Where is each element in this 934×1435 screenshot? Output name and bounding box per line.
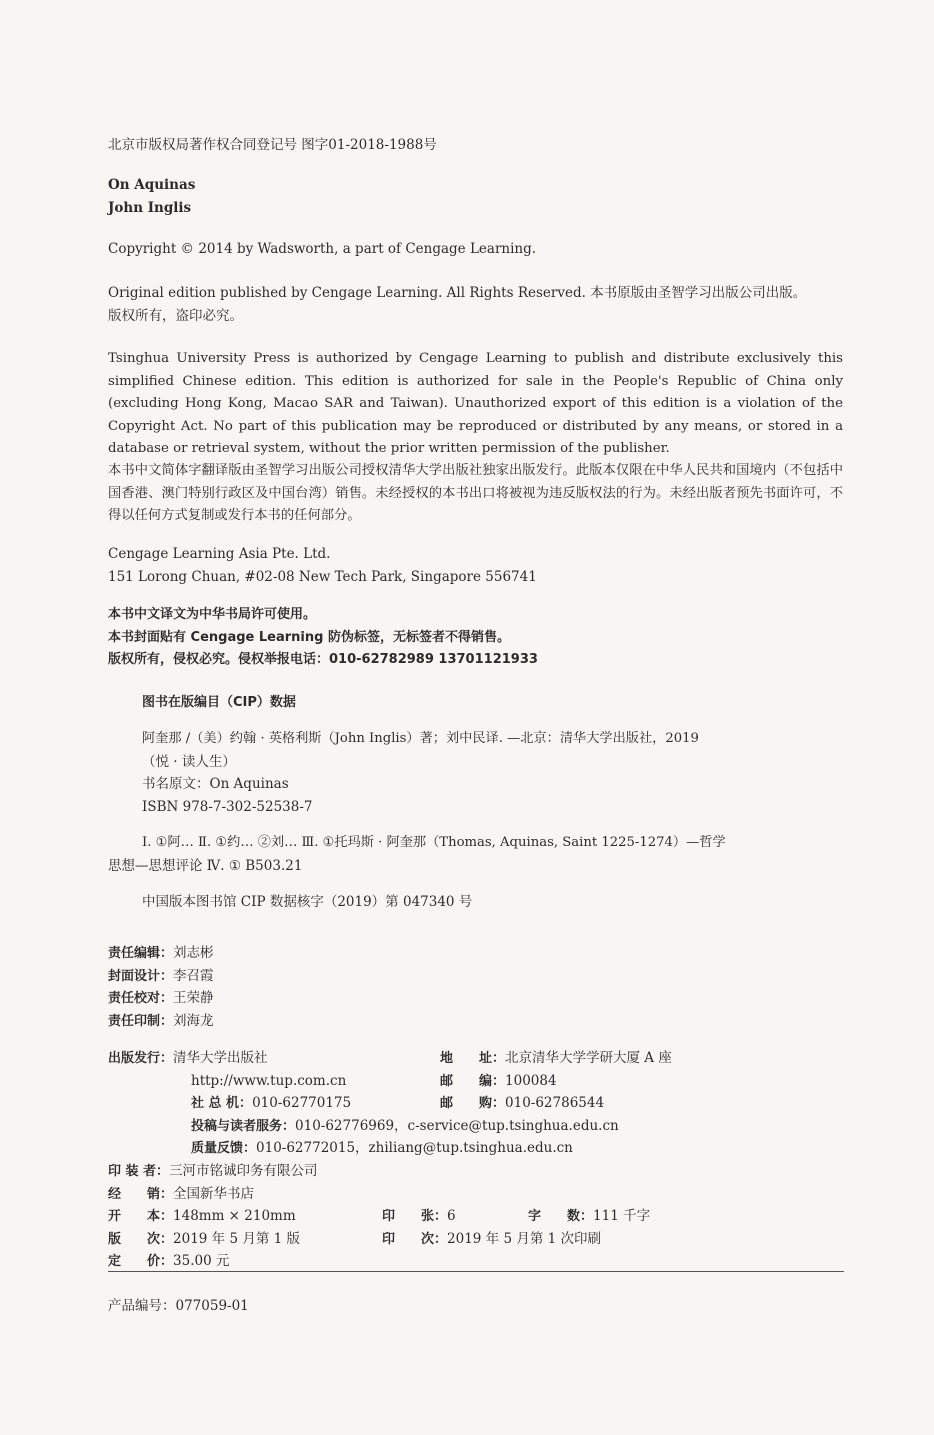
staff-cover-design xyxy=(108,965,214,989)
quality-feedback-label: 质量反馈： xyxy=(191,1141,257,1156)
publisher-label: 出版发行： xyxy=(108,1051,174,1066)
address-value: 北京清华大学学研大厦 A 座 xyxy=(505,1050,672,1066)
publisher-row xyxy=(108,1047,268,1071)
print-run-row xyxy=(382,1228,601,1252)
sheets-row xyxy=(382,1205,456,1229)
staff-value: 李召霞 xyxy=(173,968,214,984)
mail-order-label: 邮 购： xyxy=(440,1096,506,1111)
print-run-label: 印 次： xyxy=(382,1232,448,1247)
format-value: 148mm × 210mm xyxy=(173,1208,296,1224)
original-edition-line-1: Original edition published by Cengage Learning. All Rights Reserved. 本书原版由圣智学习出版公司出版。 xyxy=(108,285,807,301)
authorization-chinese: 本书中文简体字翻译版由圣智学习出版公司授权清华大学出版社独家出版发行。此版本仅限在中华人民共和国境内（不包括中国香港、澳门特别行政区及中国台湾）销售。未经授权的本书出口将被视为违反版权法的行为。未经出版者预先书面许可，不得以任何方式复制或发行本书的任何部分。 xyxy=(108,463,843,523)
cip-heading: 图书在版编目（CIP）数据 xyxy=(142,695,296,710)
notice-label: 本书封面贴有 Cengage Learning 防伪标签，无标签者不得销售。 xyxy=(108,630,510,645)
reader-service-label: 投稿与读者服务： xyxy=(191,1119,296,1134)
words-value: 111 千字 xyxy=(593,1208,651,1224)
distributor-row xyxy=(108,1183,254,1207)
postcode-label: 邮 编： xyxy=(440,1074,506,1089)
publisher-url: http://www.tup.com.cn xyxy=(191,1073,347,1089)
staff-label: 责任校对： xyxy=(108,991,174,1006)
book-author: John Inglis xyxy=(108,200,192,216)
printer-row xyxy=(108,1160,318,1184)
cip-line-2: （悦 · 读人生） xyxy=(142,754,236,770)
staff-label: 责任印制： xyxy=(108,1014,174,1029)
printer-value: 三河市铭诚印务有限公司 xyxy=(169,1163,318,1179)
original-edition-line-2: 版权所有，盗印必究。 xyxy=(108,308,243,324)
staff-label: 责任编辑： xyxy=(108,946,174,961)
staff-value: 刘志彬 xyxy=(173,945,214,961)
reader-service-value: 010-62776969，c-service@tup.tsinghua.edu.cn xyxy=(295,1118,619,1134)
cip-library-number: 中国版本图书馆 CIP 数据核字（2019）第 047340 号 xyxy=(142,894,473,910)
staff-editor xyxy=(108,942,214,966)
distributor-value: 全国新华书店 xyxy=(173,1186,255,1202)
cip-line-1: 阿奎那 /（美）约翰 · 英格利斯（John Inglis）著；刘中民译. —北京：清华大学出版社，2019 xyxy=(142,731,699,746)
authorization-english: Tsinghua University Press is authorized by Cengage Learning to publish and distribute exclusively this simplified Chinese edition. This edition is authorized for sale in the People's Republic of China only (excluding Hong Kong, Macao SAR and Taiwan). Unauthorized export of this edition is a violation of the Copyright Act. No part of this publication may be reproduced or distributed by any means, or stored in a database or retrieval system, without the prior written permission of the publisher. xyxy=(108,351,843,456)
print-run-value: 2019 年 5 月第 1 次印刷 xyxy=(447,1231,602,1247)
sheets-label: 印 张： xyxy=(382,1209,448,1224)
publisher-name: 清华大学出版社 xyxy=(173,1050,268,1066)
mail-order-value: 010-62786544 xyxy=(505,1095,605,1111)
notice-rights: 版权所有，侵权必究。侵权举报电话：010-62782989 13701121933 xyxy=(108,652,538,667)
quality-feedback-value: 010-62772015，zhiliang@tup.tsinghua.edu.cn xyxy=(256,1140,573,1156)
cip-class-line-2: 思想—思想评论 Ⅳ. ① B503.21 xyxy=(108,858,303,874)
staff-value: 刘海龙 xyxy=(173,1013,214,1029)
edition-value: 2019 年 5 月第 1 版 xyxy=(173,1231,301,1247)
notice-translation: 本书中文译文为中华书局许可使用。 xyxy=(108,607,317,622)
reader-service-row xyxy=(191,1115,619,1139)
staff-label: 封面设计： xyxy=(108,969,174,984)
address-label: 地 址： xyxy=(440,1051,506,1066)
postcode-row xyxy=(440,1070,557,1094)
words-label: 字 数： xyxy=(528,1209,594,1224)
price-row xyxy=(108,1250,229,1274)
switchboard-value: 010-62770175 xyxy=(252,1095,352,1111)
edition-label: 版 次： xyxy=(108,1232,174,1247)
cengage-name: Cengage Learning Asia Pte. Ltd. xyxy=(108,546,331,562)
cengage-address: 151 Lorong Chuan, #02-08 New Tech Park, Singapore 556741 xyxy=(108,569,537,585)
switchboard-label: 社 总 机： xyxy=(191,1096,253,1111)
divider-rule xyxy=(108,1271,844,1272)
mail-order-row xyxy=(440,1092,604,1116)
staff-printing xyxy=(108,1010,214,1034)
format-label: 开 本： xyxy=(108,1209,174,1224)
words-row xyxy=(528,1205,650,1229)
staff-value: 王荣静 xyxy=(173,990,214,1006)
edition-row xyxy=(108,1228,300,1252)
product-number: 产品编号：077059-01 xyxy=(108,1298,249,1314)
switchboard-row xyxy=(191,1092,351,1116)
postcode-value: 100084 xyxy=(505,1073,557,1089)
format-row xyxy=(108,1205,296,1229)
sheets-value: 6 xyxy=(447,1208,456,1224)
price-value: 35.00 元 xyxy=(173,1253,230,1269)
quality-feedback-row xyxy=(191,1137,573,1161)
cip-line-3: 书名原文：On Aquinas xyxy=(142,776,289,792)
price-label: 定 价： xyxy=(108,1254,174,1269)
distributor-label: 经 销： xyxy=(108,1187,174,1202)
address-row xyxy=(440,1047,672,1071)
registration-number: 北京市版权局著作权合同登记号 图字01-2018-1988号 xyxy=(108,137,437,153)
cip-class-line-1: Ⅰ. ①阿… Ⅱ. ①约… ②刘… Ⅲ. ①托玛斯 · 阿奎那（Thomas, Aquinas, Saint 1225-1274）—哲学 xyxy=(142,835,726,850)
staff-proofreader xyxy=(108,987,214,1011)
printer-label: 印 装 者： xyxy=(108,1164,170,1179)
book-title: On Aquinas xyxy=(108,177,196,193)
cip-isbn: ISBN 978-7-302-52538-7 xyxy=(142,799,313,815)
copyright-line: Copyright © 2014 by Wadsworth, a part of Cengage Learning. xyxy=(108,241,537,257)
